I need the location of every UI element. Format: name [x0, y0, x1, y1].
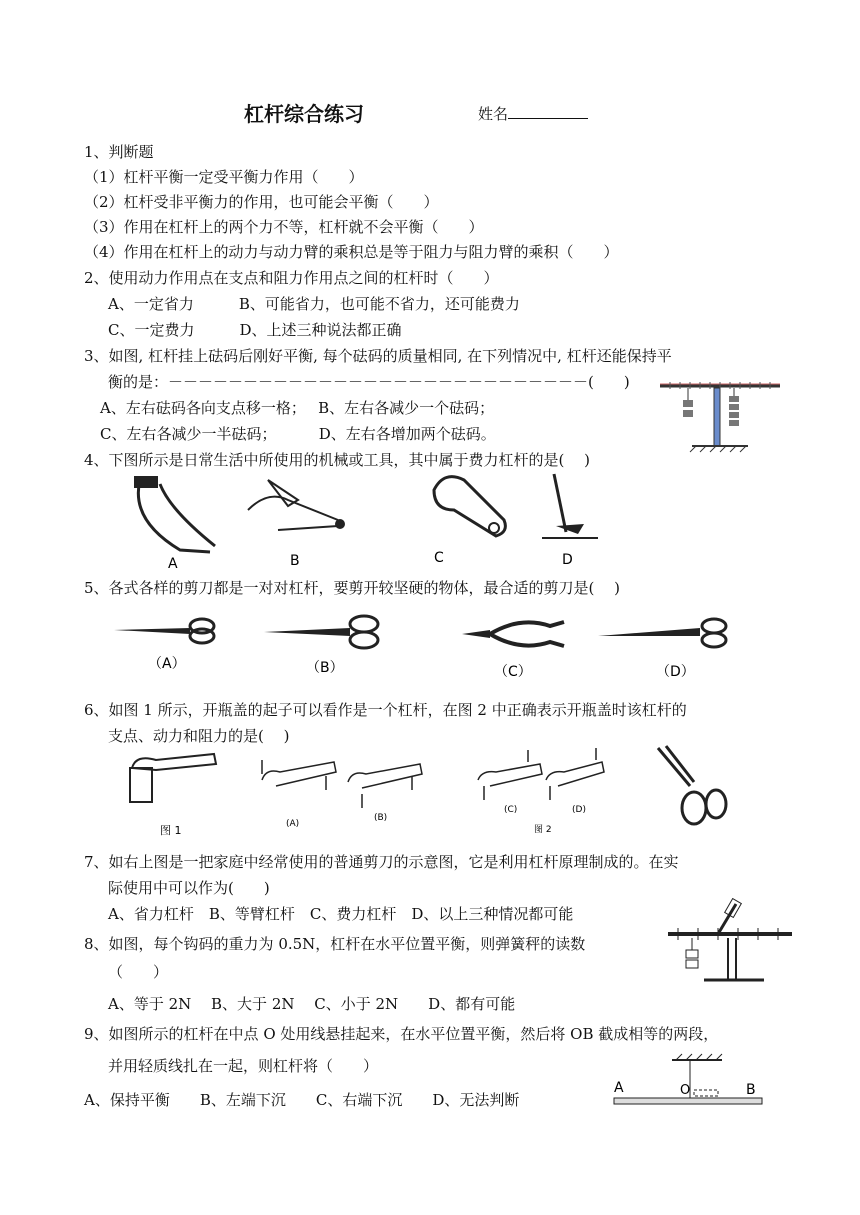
q5-scissors-b: [264, 616, 378, 676]
q3-stem: 3、如图, 杠杆挂上砝码后刚好平衡, 每个砝码的质量相同, 在下列情况中, 杠杆还能保持平: [84, 347, 672, 365]
q3-lever-figure: [656, 382, 786, 454]
q5-label-b: （B）: [306, 660, 344, 676]
q6-figure-1: [130, 754, 216, 837]
q5-scissors-figure: [110, 612, 750, 682]
q6-stem-2: 支点、动力和阻力的是( ): [108, 727, 290, 745]
q4-stem: 4、下图所示是日常生活中所使用的机械或工具，其中属于费力杠杆的是( ): [84, 451, 591, 469]
q3-options-2: C、左右各减少一半砝码； D、左右各增加两个砝码。: [100, 425, 496, 443]
q6-sub-c: (C): [504, 805, 518, 815]
q6-sub-b: (B): [374, 813, 388, 823]
q5-label-d: （D）: [656, 664, 695, 680]
q7-stem-2: 际使用中可以作为( ): [108, 879, 270, 897]
q2-stem: 2、使用动力作用点在支点和阻力作用点之间的杠杆时（ ）: [84, 269, 499, 287]
q4-label-b: B: [290, 553, 300, 569]
q9-label-b: B: [746, 1082, 756, 1098]
q6-stem: 6、如图 1 所示，开瓶盖的起子可以看作是一个杠杆，在图 2 中正确表示开瓶盖时该杠杆的: [84, 701, 687, 719]
q9-label-a: A: [614, 1080, 624, 1096]
q7-options: A、省力杠杆 B、等臂杠杆 C、费力杠杆 D、以上三种情况都可能: [108, 905, 574, 923]
name-blank: [508, 104, 588, 119]
q5-label-a: （A）: [148, 656, 186, 672]
q1-item-1: （1）杠杆平衡一定受平衡力作用（ ）: [84, 168, 364, 186]
q7-scissors-figure: [650, 742, 730, 832]
q6-sub-a: (A): [286, 819, 300, 829]
q6-option-a-b: [262, 760, 422, 808]
q7-stem: 7、如右上图是一把家庭中经常使用的普通剪刀的示意图，它是利用杠杆原理制成的。在实: [84, 853, 679, 871]
q4-label-c: C: [434, 550, 444, 566]
q5-scissors-a: [114, 619, 214, 672]
q6-fig2-caption: 图 2: [534, 825, 552, 835]
q9-stem: 9、如图所示的杠杆在中点 O 处用线悬挂起来，在水平位置平衡，然后将 OB 截成相等的两段，: [84, 1025, 719, 1043]
q6-option-c-d: [478, 748, 604, 800]
q1-item-2: （2）杠杆受非平衡力的作用，也可能会平衡（ ）: [84, 193, 439, 211]
q6-sub-d: (D): [572, 805, 586, 815]
q1-item-3: （3）作用在杠杆上的两个力不等，杠杆就不会平衡（ ）: [84, 218, 484, 236]
q3-options-1: A、左右砝码各向支点移一格； B、左右各减少一个砝码；: [100, 399, 495, 417]
q4-tweezer-figure: [238, 470, 358, 570]
q8-stem-2: （ ）: [108, 963, 169, 981]
q8-lever-figure: [664, 898, 796, 1008]
q4-label-a: A: [168, 556, 178, 572]
q9-options: A、保持平衡 B、左端下沉 C、右端下沉 D、无法判断: [84, 1091, 520, 1109]
q9-label-o: O: [680, 1083, 691, 1098]
q9-lever-figure: [612, 1054, 768, 1110]
q2-options-2: C、一定费力 D、上述三种说法都正确: [108, 321, 402, 339]
q4-shovel-figure: [538, 468, 608, 568]
q5-scissors-c: [462, 622, 564, 680]
q5-scissors-d: [598, 619, 726, 680]
name-label: 姓名: [478, 105, 509, 123]
q4-label-d: D: [562, 552, 573, 568]
q5-stem: 5、各式各样的剪刀都是一对对杠杆，要剪开较坚硬的物体，最合适的剪刀是( ): [84, 579, 621, 597]
q6-opener-figures: [126, 746, 666, 842]
q1-item-4: （4）作用在杠杆上的动力与动力臂的乘积总是等于阻力与阻力臂的乘积（ ）: [84, 243, 619, 261]
q4-pliers-figure: [120, 470, 240, 570]
q5-label-c: （C）: [494, 664, 532, 680]
q3-stem-2: 衡的是：－－－－－－－－－－－－－－－－－－－－－－－－－－－－( ): [108, 373, 630, 391]
q9-stem-2: 并用轻质线扎在一起，则杠杆将（ ）: [108, 1057, 379, 1075]
q1-stem: 1、判断题: [84, 143, 154, 161]
q8-stem: 8、如图，每个钩码的重力为 0.5N，杠杆在水平位置平衡，则弹簧秤的读数: [84, 935, 586, 953]
name-field: [478, 103, 588, 124]
q2-options-1: A、一定省力 B、可能省力，也可能不省力，还可能费力: [108, 295, 520, 313]
page-title: 杠杆综合练习: [244, 102, 364, 126]
q4-bottle-opener-figure: [414, 470, 514, 570]
q6-fig1-caption: 图 1: [160, 824, 182, 837]
q8-options: A、等于 2N B、大于 2N C、小于 2N D、都有可能: [108, 995, 516, 1013]
